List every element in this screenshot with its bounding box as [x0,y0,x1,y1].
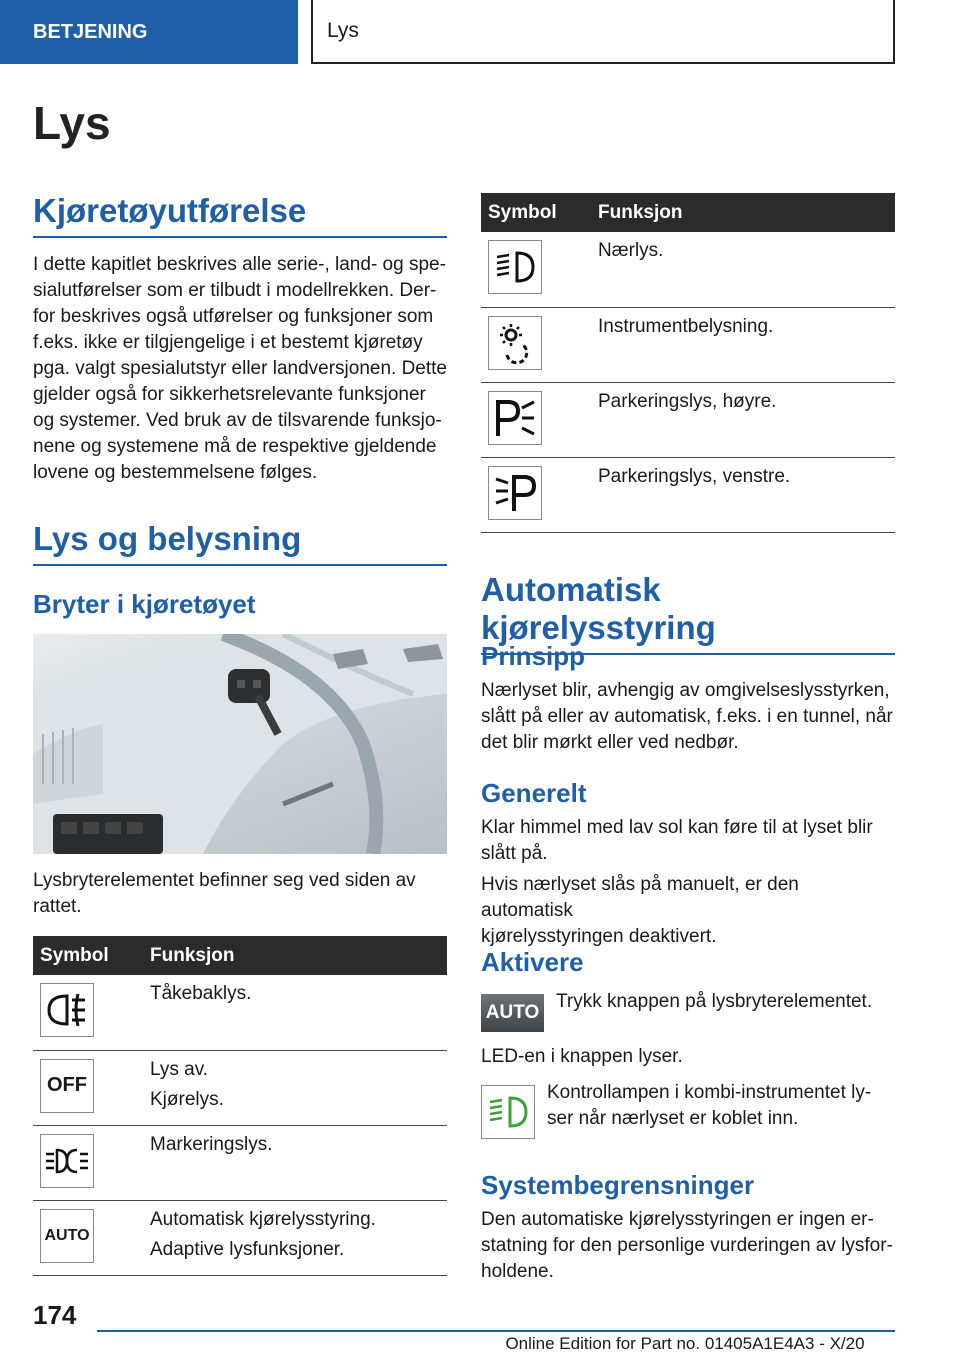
table-row: Parkeringslys, venstre. [481,457,895,532]
footer-edition: Online Edition for Part no. 01405A1E4A3 - X/20 [505,1334,865,1353]
heading-aktivere: Aktivere [481,947,584,977]
parking-right-icon [488,391,542,445]
generelt-paragraph: Klar himmel med lav sol kan føre til at lyset blir slått på. [481,817,873,864]
intro-paragraph: I dette kapitlet beskrives alle serie-, land- og spe- sialutførelser som er tilbudt i modellrekken. Der- for beskrives også utførelser og funksjoner som f.eks. ikke er tilgjengelige i et bestemt kjøretøy pga. valgt spesialutstyr eller landversjonen. Dette gjelder også for sikkerhetsrelevante funksjoner og systemer. Ved bruk av de tilsvarende funksjo- nene og systemene må de respektive gjeldende lovene og bestemmelsene følges. [33,254,448,483]
table-row: Nærlys. [481,232,895,307]
led-text: LED-en i knappen lyser. [481,1046,683,1067]
col-symbol: Symbol [481,193,591,232]
page-title: Lys [33,97,111,149]
table-row: Tåkebaklys. [33,975,447,1050]
heading-automatisk: Automatisk kjørelysstyring [481,571,895,655]
table-row: Instrumentbelysning. [481,307,895,382]
heading-lys-og-belysning: Lys og belysning [33,520,447,566]
generelt-paragraph-2: Hvis nærlyset slås på manuelt, er den automatisk kjørelysstyringen deaktivert. [481,874,799,947]
prinsipp-paragraph: Nærlyset blir, avhengig av omgivelseslysstyrken, slått på eller av automatisk, f.eks. i en tunnel, når det blir mørkt eller ved nedbør. [481,680,893,753]
table-row: AUTO Automatisk kjørelysstyring. Adaptive lysfunksjoner. [33,1200,447,1275]
table-row: Markeringslys. [33,1125,447,1200]
heading-prinsipp: Prinsipp [481,641,586,671]
fog-light-icon [40,983,94,1037]
off-icon: OFF [40,1059,94,1113]
table-row: Parkeringslys, høyre. [481,382,895,457]
auto-button-icon: AUTO [481,994,544,1032]
footer-divider [97,1330,895,1332]
auto-icon: AUTO [40,1209,94,1263]
page-number: 174 [33,1300,77,1330]
heading-systembegrensninger: Systembegrensninger [481,1170,755,1200]
aktivere-text: Trykk knappen på lysbryterelementet. [556,991,873,1012]
col-funksjon: Funksjon [591,193,895,232]
right-symbol-table [481,193,895,533]
kontroll-text: Kontrollampen i kombi-instrumentet ly- ser når nærlyset er koblet inn. [547,1082,872,1129]
left-symbol-table [33,936,447,1276]
parking-left-icon [488,466,542,520]
heading-generelt: Generelt [481,778,587,808]
light-switch-photo [33,634,447,854]
section-tab[interactable]: BETJENING [0,0,298,64]
photo-caption: Lysbryterelementet befinner seg ved siden av rattet. [33,870,416,917]
green-low-beam-icon [481,1085,535,1139]
heading-kjoretoyutforelse: Kjøretøyutførelse [33,192,447,238]
heading-bryter: Bryter i kjøretøyet [33,589,256,619]
marker-light-icon [40,1134,94,1188]
col-funksjon: Funksjon [143,936,447,975]
table-row: OFF Lys av. Kjørelys. [33,1050,447,1125]
chapter-title-box: Lys [311,0,895,64]
system-paragraph: Den automatiske kjørelysstyringen er ingen er- statning for den personlige vurderingen av lysfor- holdene. [481,1209,893,1282]
instrument-light-icon [488,316,542,370]
low-beam-icon [488,240,542,294]
col-symbol: Symbol [33,936,143,975]
